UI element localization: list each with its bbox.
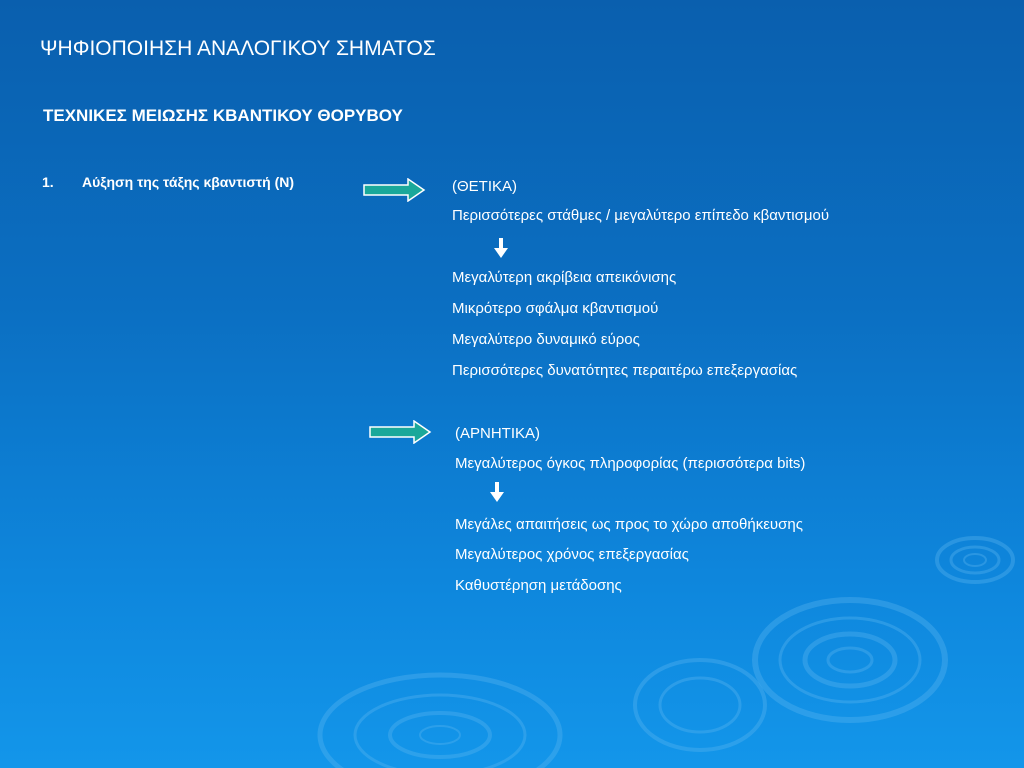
- arrow-down-icon: [490, 482, 504, 502]
- list-item-text: Αύξηση της τάξης κβαντιστή (Ν): [82, 174, 295, 190]
- list-item-number: 1.: [42, 174, 54, 190]
- negatives-effect: Μεγάλες απαιτήσεις ως προς το χώρο αποθήκευσης: [455, 516, 803, 533]
- negatives-effect: Καθυστέρηση μετάδοσης: [455, 577, 622, 594]
- positives-effect: Περισσότερες δυνατότητες περαιτέρω επεξεργασίας: [452, 362, 798, 379]
- arrow-down-icon: [494, 238, 508, 258]
- negatives-heading: (ΑΡΝΗΤΙΚΑ): [455, 425, 541, 442]
- positives-effect: Μεγαλύτερη ακρίβεια απεικόνισης: [452, 269, 677, 286]
- arrow-right-icon: [368, 420, 432, 444]
- slide-subtitle: ΤΕΧΝΙΚΕΣ ΜΕΙΩΣΗΣ ΚΒΑΝΤΙΚΟΥ ΘΟΡΥΒΟΥ: [43, 106, 403, 125]
- positives-cause: Περισσότερες στάθμες / μεγαλύτερο επίπεδο κβαντισμού: [452, 207, 830, 224]
- slide-title: ΨΗΦΙΟΠΟΙΗΣΗ ΑΝΑΛΟΓΙΚΟΥ ΣΗΜΑΤΟΣ: [40, 37, 436, 60]
- positives-effect: Μικρότερο σφάλμα κβαντισμού: [452, 300, 659, 317]
- arrow-right-icon: [362, 178, 426, 202]
- positives-heading: (ΘΕΤΙΚΑ): [452, 178, 518, 195]
- negatives-cause: Μεγαλύτερος όγκος πληροφορίας (περισσότερα bits): [455, 455, 806, 472]
- positives-effect: Μεγαλύτερο δυναμικό εύρος: [452, 331, 640, 348]
- negatives-effect: Μεγαλύτερος χρόνος επεξεργασίας: [455, 546, 689, 563]
